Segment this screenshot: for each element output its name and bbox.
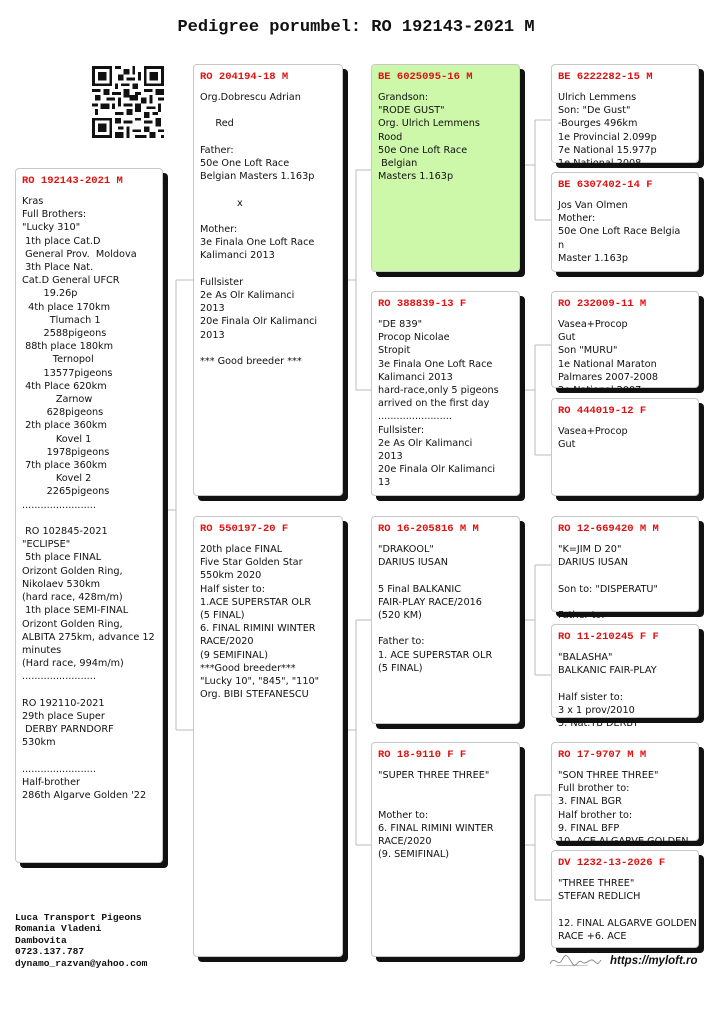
ring-number: BE 6025095-16 M bbox=[378, 71, 473, 83]
ring-number: RO 11-210245 F F bbox=[558, 631, 659, 643]
pedigree-card-subject[interactable] bbox=[15, 168, 163, 863]
pedigree-card-ggp-3[interactable] bbox=[551, 291, 699, 397]
card-details: "SUPER THREE THREE" Mother to: 6. FINAL RIMINI WINTER RACE/2020 (9. SEMIFINAL) bbox=[378, 770, 494, 861]
ring-number: RO 18-9110 F F bbox=[378, 749, 467, 761]
ring-number: RO 16-205816 M M bbox=[378, 523, 479, 535]
pedigree-card-dam[interactable] bbox=[193, 516, 343, 957]
pedigree-card-ggp-7[interactable] bbox=[551, 742, 699, 848]
card-details: Vasea+Procop Gut Son "MURU" 1e National Maraton Palmares 2007-2008 2e National 2007 bbox=[558, 319, 659, 397]
signature-icon bbox=[548, 952, 602, 970]
card-details: "K=JIM D 20" DARIUS IUSAN Son to: "DISPERATU" Father to: bbox=[558, 544, 658, 622]
ring-number: BE 6307402-14 F bbox=[558, 179, 653, 191]
ring-number: RO 550197-20 F bbox=[200, 523, 289, 535]
pedigree-card-sire-sire[interactable] bbox=[371, 64, 520, 272]
pedigree-card-ggp-6[interactable] bbox=[551, 624, 699, 730]
card-details: 20th place FINAL Five Star Golden Star 550km 2020 Half sister to: 1.ACE SUPERSTAR OLR (5 FINAL) 6. FINAL RIMINI WINTER RACE/2020 (9 SEMIFINAL) ***Good breeder*** "Lucky 10", "845", "110" Org. BIBI STEFANESCU bbox=[200, 544, 320, 701]
ring-number: RO 204194-18 M bbox=[200, 71, 289, 83]
card-details: "DE 839" Procop Nicolae Stropit 3e Finala One Loft Race Kalimanci 2013 hard-race,only 5 pigeons arrived on the first day ........................ Fullsister: 2e As Olr Kalimanci 2013 20e Finala Olr Kalimanci 13 bbox=[378, 319, 499, 489]
card-details: Org.Dobrescu Adrian Red Father: 50e One Loft Race Belgian Masters 1.163p x Mother: 3e Finala One Loft Race Kalimanci 2013 Fullsister 2e As Olr Kalimanci 2013 20e Finala Olr Kalimanci 2013 *** Good breeder *** bbox=[200, 92, 318, 368]
page-title: Pedigree porumbel: RO 192143-2021 M bbox=[177, 18, 535, 37]
pedigree-card-dam-dam[interactable] bbox=[371, 742, 520, 957]
card-details: "SON THREE THREE" Full brother to: 3. FINAL BGR Half brother to: 9. FINAL BFP 10. ACE ALGARVE GOLDEN bbox=[558, 770, 689, 848]
card-details: Ulrich Lemmens Son: "De Gust" -Bourges 496km 1e Provincial 2.099p 7e National 15.977p 1e National 2008 bbox=[558, 92, 657, 170]
pedigree-card-dam-sire[interactable] bbox=[371, 516, 520, 724]
card-details: "THREE THREE" STEFAN REDLICH 12. FINAL ALGARVE GOLDEN RACE +6. ACE bbox=[558, 878, 697, 942]
website-link[interactable]: https://myloft.ro bbox=[610, 955, 698, 967]
ring-number: RO 12-669420 M M bbox=[558, 523, 659, 535]
pedigree-card-ggp-2[interactable] bbox=[551, 172, 699, 272]
ring-number: RO 232009-11 M bbox=[558, 298, 647, 310]
pedigree-card-ggp-4[interactable] bbox=[551, 398, 699, 496]
card-details: Kras Full Brothers: "Lucky 310" 1th place Cat.D General Prov. Moldova 3th Place Nat. Cat.D General UFCR 19.26p 4th place 170km Tlumach 1 2588pigeons 88th place 180km Ternopol 13577pigeons 4th Place 620km Zarnow 628pigeons 2th place 360km Kovel 1 1978pigeons 7th place 360km Kovel 2 2265pigeons ........................ RO 102845-2021 "ECLIPSE" 5th place FINAL Orizont Golden Ring, Nikolaev 530km (hard race, 428m/m) 1th place SEMI-FINAL Orizont Golden Ring, ALBITA 275km, advance 12 minutes (Hard race, 994m/m) ........................ RO 192110-2021 29th place Super DERBY PARNDORF 530km ........................ Half-brother 286th Algarve Golden '22 bbox=[22, 196, 155, 802]
ring-number: RO 388839-13 F bbox=[378, 298, 467, 310]
pedigree-card-sire-dam[interactable] bbox=[371, 291, 520, 496]
breeder-contact: Luca Transport Pigeons Romania Vladeni Dambovita 0723.137.787 dynamo_razvan@yahoo.com bbox=[15, 912, 148, 969]
card-details: Grandson: "RODE GUST" Org. Ulrich Lemmens Rood 50e One Loft Race Belgian Masters 1.163p bbox=[378, 92, 480, 183]
pedigree-card-ggp-1[interactable] bbox=[551, 64, 699, 170]
pedigree-card-sire[interactable] bbox=[193, 64, 343, 496]
ring-number: BE 6222282-15 M bbox=[558, 71, 653, 83]
ring-number: DV 1232-13-2026 F bbox=[558, 857, 666, 869]
card-details: Vasea+Procop Gut bbox=[558, 426, 628, 451]
pedigree-card-ggp-5[interactable] bbox=[551, 516, 699, 622]
ring-number: RO 192143-2021 M bbox=[22, 175, 123, 187]
ring-number: RO 17-9707 M M bbox=[558, 749, 647, 761]
pedigree-card-ggp-8[interactable] bbox=[551, 850, 699, 948]
card-details: "BALASHA" BALKANIC FAIR-PLAY Half sister to: 3 x 1 prov/2010 5. Nat.YB DERBY bbox=[558, 652, 657, 730]
card-details: Jos Van Olmen Mother: 50e One Loft Race Belgia n Master 1.163p bbox=[558, 200, 681, 264]
card-details: "DRAKOOL" DARIUS IUSAN 5 Final BALKANIC FAIR-PLAY RACE/2016 (520 KM) Father to: 1. ACE SUPERSTAR OLR (5 FINAL) bbox=[378, 544, 493, 674]
ring-number: RO 444019-12 F bbox=[558, 405, 647, 417]
